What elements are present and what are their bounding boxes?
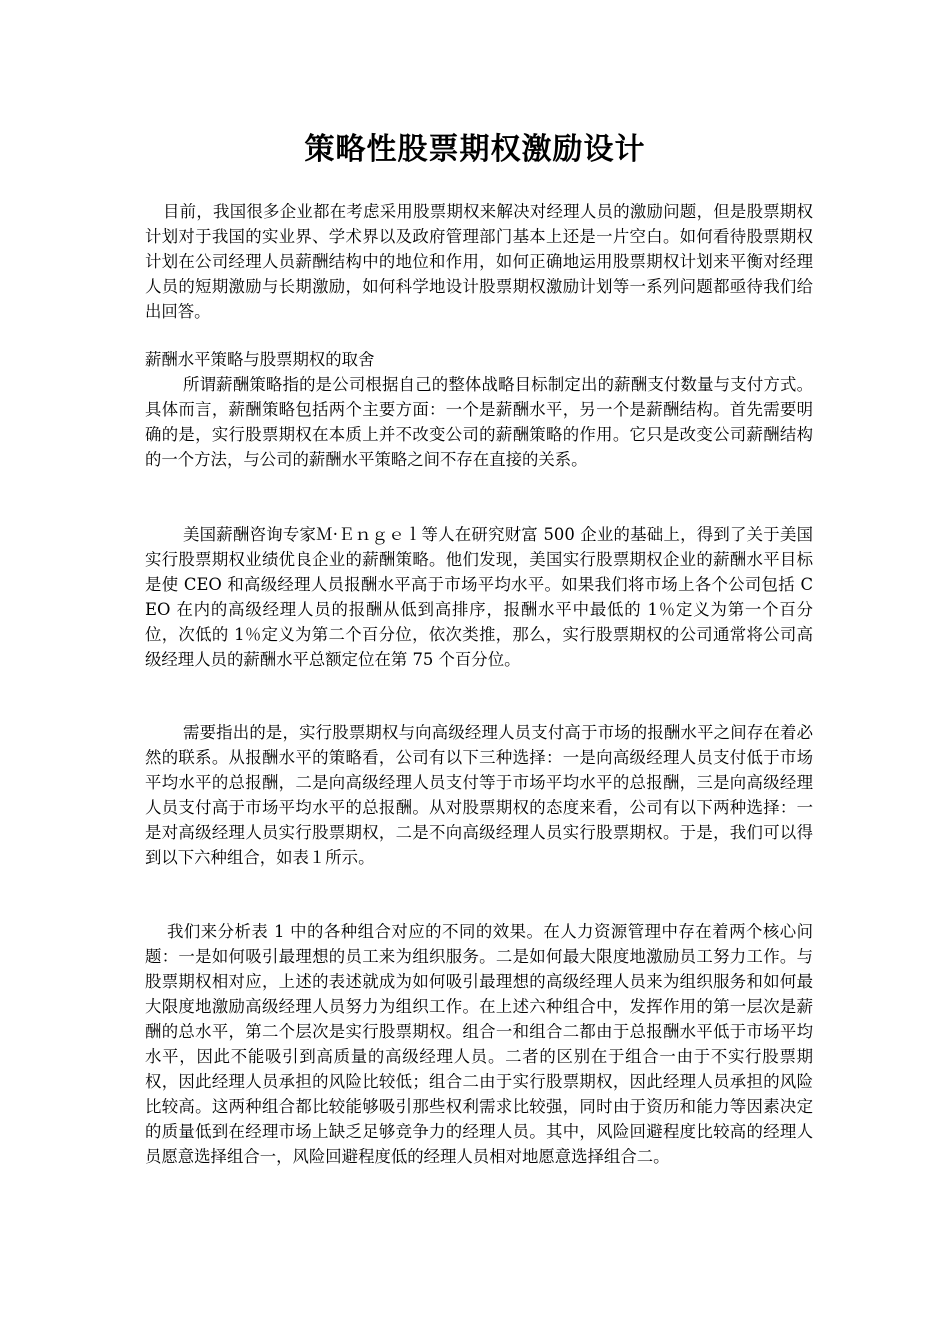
paragraph-intro: 目前，我国很多企业都在考虑采用股票期权来解决对经理人员的激励问题，但是股票期权计划对于我国的实业界、学术界以及政府管理部门基本上还是一片空白。如何看待股票期权计划在公司经理人员薪酬结构中的地位和作用，如何正确地运用股票期权计划来平衡对经理人员的短期激励与长期激励，如何科学地设计股票期权激励计划等一系列问题都亟待我们给出回答。: [145, 202, 813, 321]
paragraph-analysis: 我们来分析表 1 中的各种组合对应的不同的效果。在人力资源管理中存在着两个核心问题：一是如何吸引最理想的员工来为组织服务。二是如何最大限度地激励员工努力工作。与股票期权相对应，上述的表述就成为如何吸引最理想的高级经理人员来为组织服务和如何最大限度地激励高级经理人员努力为组织工作。在上述六种组合中，发挥作用的第一层次是薪酬的总水平，第二个层次是实行股票期权。组合一和组合二都由于总报酬水平低于市场平均水平，因此不能吸引到高质量的高级经理人员。二者的区别在于组合一由于不实行股票期权，因此经理人员承担的风险比较低；组合二由于实行股票期权，因此经理人员承担的风险比较高。这两种组合都比较能够吸引那些权利需求比较强，同时由于资历和能力等因素决定的质量低到在经理市场上缺乏足够竞争力的经理人员。其中，风险回避程度比较高的经理人员愿意选择组合一，风险回避程度低的经理人员相对地愿意选择组合二。: [145, 922, 813, 1166]
section-heading: 薪酬水平策略与股票期权的取舍: [145, 350, 375, 369]
document-title: 策略性股票期权激励设计: [304, 132, 646, 167]
paragraph-six-combinations: 需要指出的是，实行股票期权与向高级经理人员支付高于市场的报酬水平之间存在着必然的联系。从报酬水平的策略看，公司有以下三种选择：一是向高级经理人员支付低于市场平均水平的总报酬，二是向高级经理人员支付等于市场平均水平的总报酬，三是向高级经理人员支付高于市场平均水平的总报酬。从对股票期权的态度来看，公司有以下两种选择：一是对高级经理人员实行股票期权，二是不向高级经理人员实行股票期权。于是，我们可以得到以下六种组合，如表１所示。: [145, 723, 813, 867]
paragraph-salary-strategy: 所谓薪酬策略指的是公司根据自己的整体战略目标制定出的薪酬支付数量与支付方式。具体而言，薪酬策略包括两个主要方面：一个是薪酬水平，另一个是薪酬结构。首先需要明确的是，实行股票期权在本质上并不改变公司的薪酬策略的作用。它只是改变公司薪酬结构的一个方法，与公司的薪酬水平策略之间不存在直接的关系。: [145, 375, 813, 469]
paragraph-us-research: 美国薪酬咨询专家Ｍ·Ｅｎｇｅｌ等人在研究财富 500 企业的基础上，得到了关于美国实行股票期权业绩优良企业的薪酬策略。他们发现，美国实行股票期权企业的薪酬水平目标是使 CEO 和高级经理人员报酬水平高于市场平均水平。如果我们将市场上各个公司包括 CEO 在内的高级经理人员的报酬从低到高排序，报酬水平中最低的 1％定义为第一个百分位，次低的 1％定义为第二个百分位，依次类推，那么，实行股票期权的公司通常将公司高级经理人员的薪酬水平总额定位在第 75 个百分位。: [145, 525, 813, 669]
